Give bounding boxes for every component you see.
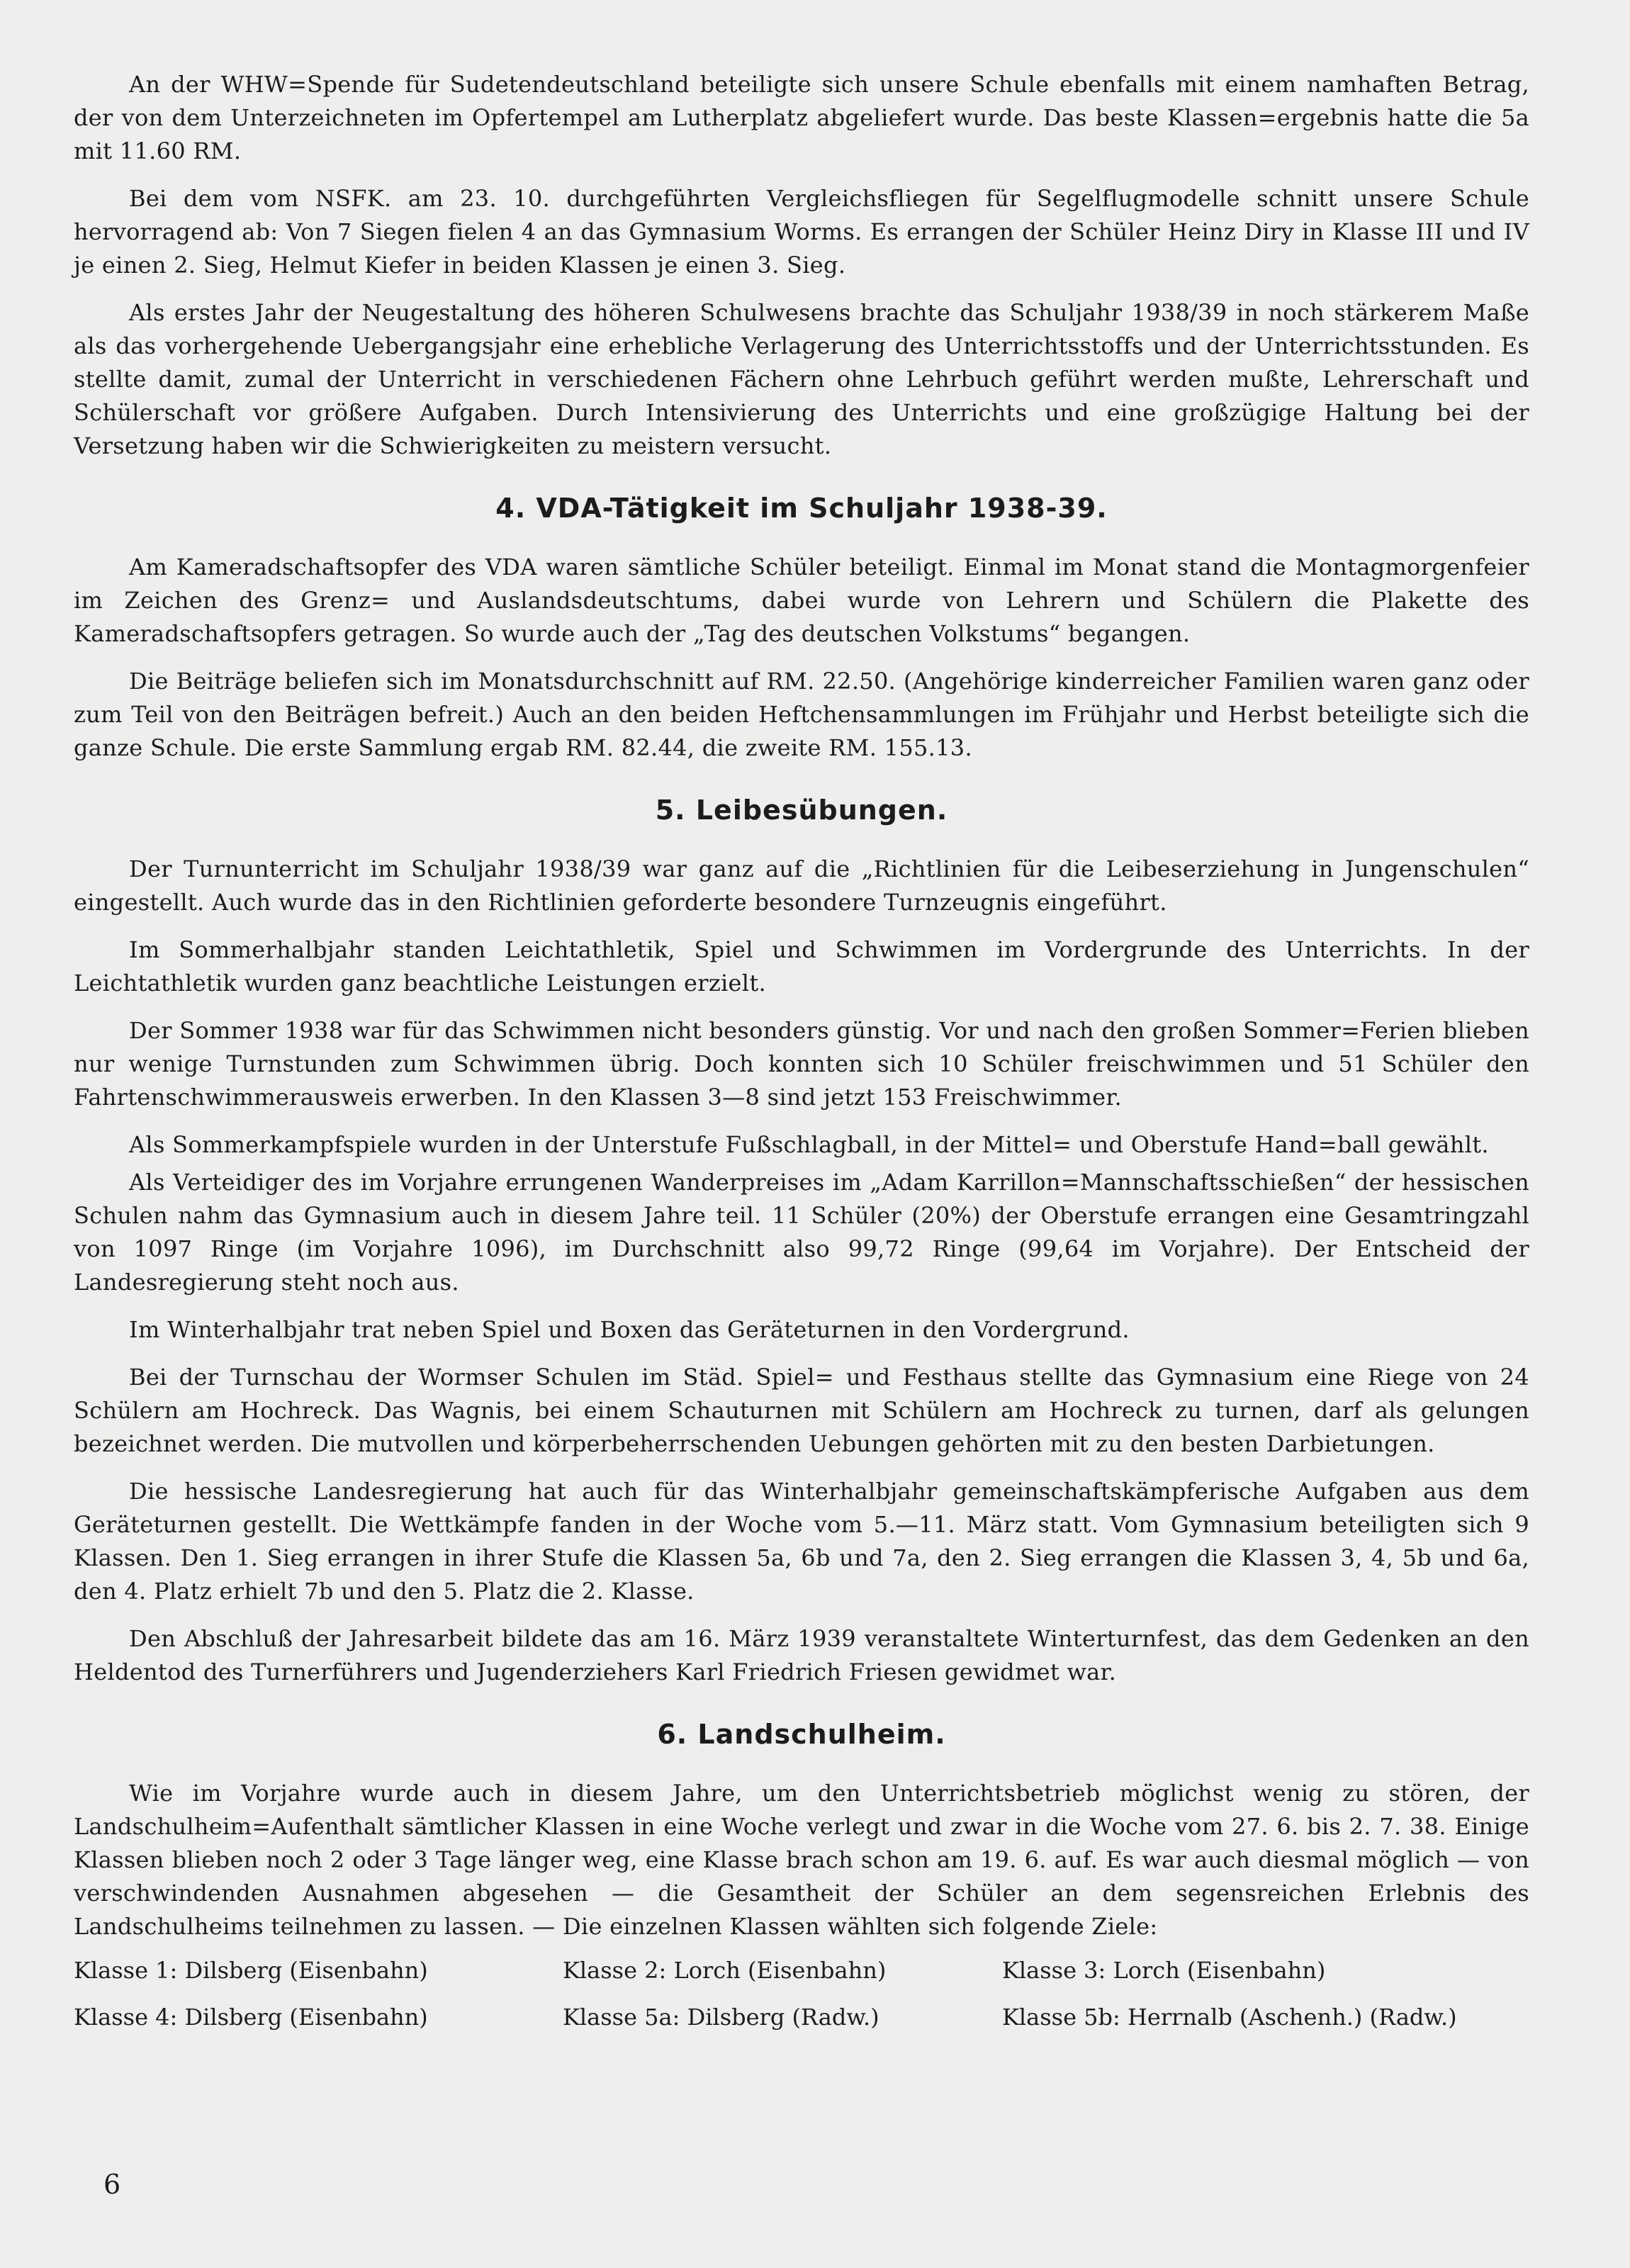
paragraph-landschulheim: Wie im Vorjahre wurde auch in diesem Jahre, um den Unterrichtsbetrieb möglichst wenig zu stören, der Landschulheim=Aufenthalt sämtlicher Klassen in eine Woche verlegt und zwar in die Woche vom 27. 6. bis 2. 7. 38. Einige Klassen blieben noch 2 oder 3 Tage länger weg, eine Klasse brach schon am 19. 6. auf. Es war auch diesmal möglich — von verschwindenden Ausnahmen abgesehen — die Gesamtheit der Schüler an dem segensreichen Erlebnis des Landschulheims teilnehmen zu lassen. — Die einzelnen Klassen wählten sich folgende Ziele: <box>74 1780 1529 1940</box>
paragraph-sommerkampfspiele: Als Sommerkampfspiele wurden in der Unterstufe Fußschlagball, in der Mittel= und Oberstufe Hand=ball gewählt. <box>129 1131 1489 1158</box>
page-number: 6 <box>103 2169 121 2200</box>
paragraph-whw-spende: An der WHW=Spende für Sudetendeutschland beteiligte sich unsere Schule ebenfalls mit einem namhaften Betrag, der von dem Unterzeichneten im Opfertempel am Lutherplatz abgeliefert wurde. Das beste Klassen=ergebnis hatte die 5a mit 11.60 RM. <box>74 71 1529 164</box>
paragraph-schwimmen: Der Sommer 1938 war für das Schwimmen nicht besonders günstig. Vor und nach den großen Sommer=Ferien blieben nur wenige Turnstunden zum Schwimmen übrig. Doch konnten sich 10 Schüler freischwimmen und 51 Schüler den Fahrtenschwimmerausweis erwerben. In den Klassen 3—8 sind jetzt 153 Freischwimmer. <box>74 1017 1529 1111</box>
document-page <box>74 68 1529 2037</box>
class-destination-item: Klasse 5b: Herrnalb (Aschenh.) (Radw.) <box>1002 2004 1457 2031</box>
paragraph-kameradschaftsopfer: Am Kameradschaftsopfer des VDA waren sämtliche Schüler beteiligt. Einmal im Monat stand die Montagmorgenfeier im Zeichen des Grenz= und Auslandsdeutschtums, dabei wurde von Lehrern und Schülern die Plakette des Kameradschaftsopfers getragen. So wurde auch der „Tag des deutschen Volkstums“ begangen. <box>74 554 1529 647</box>
section-heading-leibesuebungen: 5. Leibesübungen. <box>655 795 948 826</box>
paragraph-vergleichsfliegen: Bei dem vom NSFK. am 23. 10. durchgeführten Vergleichsfliegen für Segelflugmodelle schnitt unsere Schule hervorragend ab: Von 7 Siegen fielen 4 an das Gymnasium Worms. Es errangen der Schüler Heinz Diry in Klasse III und IV je einen 2. Sieg, Helmut Kiefer in beiden Klassen je einen 3. Sieg. <box>74 185 1529 279</box>
paragraph-turnunterricht: Der Turnunterricht im Schuljahr 1938/39 war ganz auf die „Richtlinien für die Leibeserziehung in Jungenschulen“ eingestellt. Auch wurde das in den Richtlinien geforderte besondere Turnzeugnis eingeführt. <box>74 855 1529 916</box>
section-heading-vda: 4. VDA-Tätigkeit im Schuljahr 1938-39. <box>495 493 1108 524</box>
class-destination-item: Klasse 5a: Dilsberg (Radw.) <box>563 2004 879 2031</box>
paragraph-wettkaempfe: Die hessische Landesregierung hat auch für das Winterhalbjahr gemeinschaftskämpferische Aufgaben aus dem Geräteturnen gestellt. Die Wettkämpfe fanden in der Woche vom 5.—11. März statt. Vom Gymnasium beteiligten sich 9 Klassen. Den 1. Sieg errangen in ihrer Stufe die Klassen 5a, 6b und 7a, den 2. Sieg errangen die Klassen 3, 4, 5b und 6a, den 4. Platz erhielt 7b und den 5. Platz die 2. Klasse. <box>74 1478 1529 1605</box>
section-heading-landschulheim: 6. Landschulheim. <box>657 1719 946 1750</box>
paragraph-sommerhalbjahr: Im Sommerhalbjahr standen Leichtathletik, Spiel und Schwimmen im Vordergrunde des Unterrichts. In der Leichtathletik wurden ganz beachtliche Leistungen erzielt. <box>74 936 1529 997</box>
paragraph-neugestaltung: Als erstes Jahr der Neugestaltung des höheren Schulwesens brachte das Schuljahr 1938/39 in noch stärkerem Maße als das vorhergehende Uebergangsjahr eine erhebliche Verlagerung des Unterrichtsstoffs und der Unterrichtsstunden. Es stellte damit, zumal der Unterricht in verschiedenen Fächern ohne Lehrbuch geführt werden mußte, Lehrerschaft und Schülerschaft vor größere Aufgaben. Durch Intensivierung des Unterrichts und eine großzügige Haltung bei der Versetzung haben wir die Schwierigkeiten zu meistern versucht. <box>74 299 1529 459</box>
paragraph-turnschau: Bei der Turnschau der Wormser Schulen im Städ. Spiel= und Festhaus stellte das Gymnasium eine Riege von 24 Schülern am Hochreck. Das Wagnis, bei einem Schauturnen mit Schülern am Hochreck zu turnen, darf als gelungen bezeichnet werden. Die mutvollen und körperbeherrschenden Uebungen gehörten mit zu den besten Darbietungen. <box>74 1364 1529 1457</box>
paragraph-winterhalbjahr: Im Winterhalbjahr trat neben Spiel und Boxen das Geräteturnen in den Vordergrund. <box>129 1316 1130 1343</box>
paragraph-schiessen: Als Verteidiger des im Vorjahre errungenen Wanderpreises im „Adam Karrillon=Mannschaftsschießen“ der hessischen Schulen nahm das Gymnasium auch in diesem Jahre teil. 11 Schüler (20%) der Oberstufe errangen eine Gesamtringzahl von 1097 Ringe (im Vorjahre 1096), im Durchschnitt also 99,72 Ringe (99,64 im Vorjahre). Der Entscheid der Landesregierung steht noch aus. <box>74 1169 1529 1296</box>
class-destination-list <box>74 1950 1529 2037</box>
class-destination-item: Klasse 1: Dilsberg (Eisenbahn) <box>74 1957 428 1984</box>
paragraph-winterturnfest: Den Abschluß der Jahresarbeit bildete das am 16. März 1939 veranstaltete Winterturnfest, das dem Gedenken an den Heldentod des Turnerführers und Jugenderziehers Karl Friedrich Friesen gewidmet war. <box>74 1625 1529 1685</box>
class-destination-item: Klasse 4: Dilsberg (Eisenbahn) <box>74 2004 428 2031</box>
class-destination-item: Klasse 3: Lorch (Eisenbahn) <box>1002 1957 1326 1984</box>
class-destination-item: Klasse 2: Lorch (Eisenbahn) <box>563 1957 887 1984</box>
paragraph-beitraege: Die Beiträge beliefen sich im Monatsdurchschnitt auf RM. 22.50. (Angehörige kinderreicher Familien waren ganz oder zum Teil von den Beiträgen befreit.) Auch an den beiden Heftchensammlungen im Frühjahr und Herbst beteiligte sich die ganze Schule. Die erste Sammlung ergab RM. 82.44, die zweite RM. 155.13. <box>74 668 1529 761</box>
